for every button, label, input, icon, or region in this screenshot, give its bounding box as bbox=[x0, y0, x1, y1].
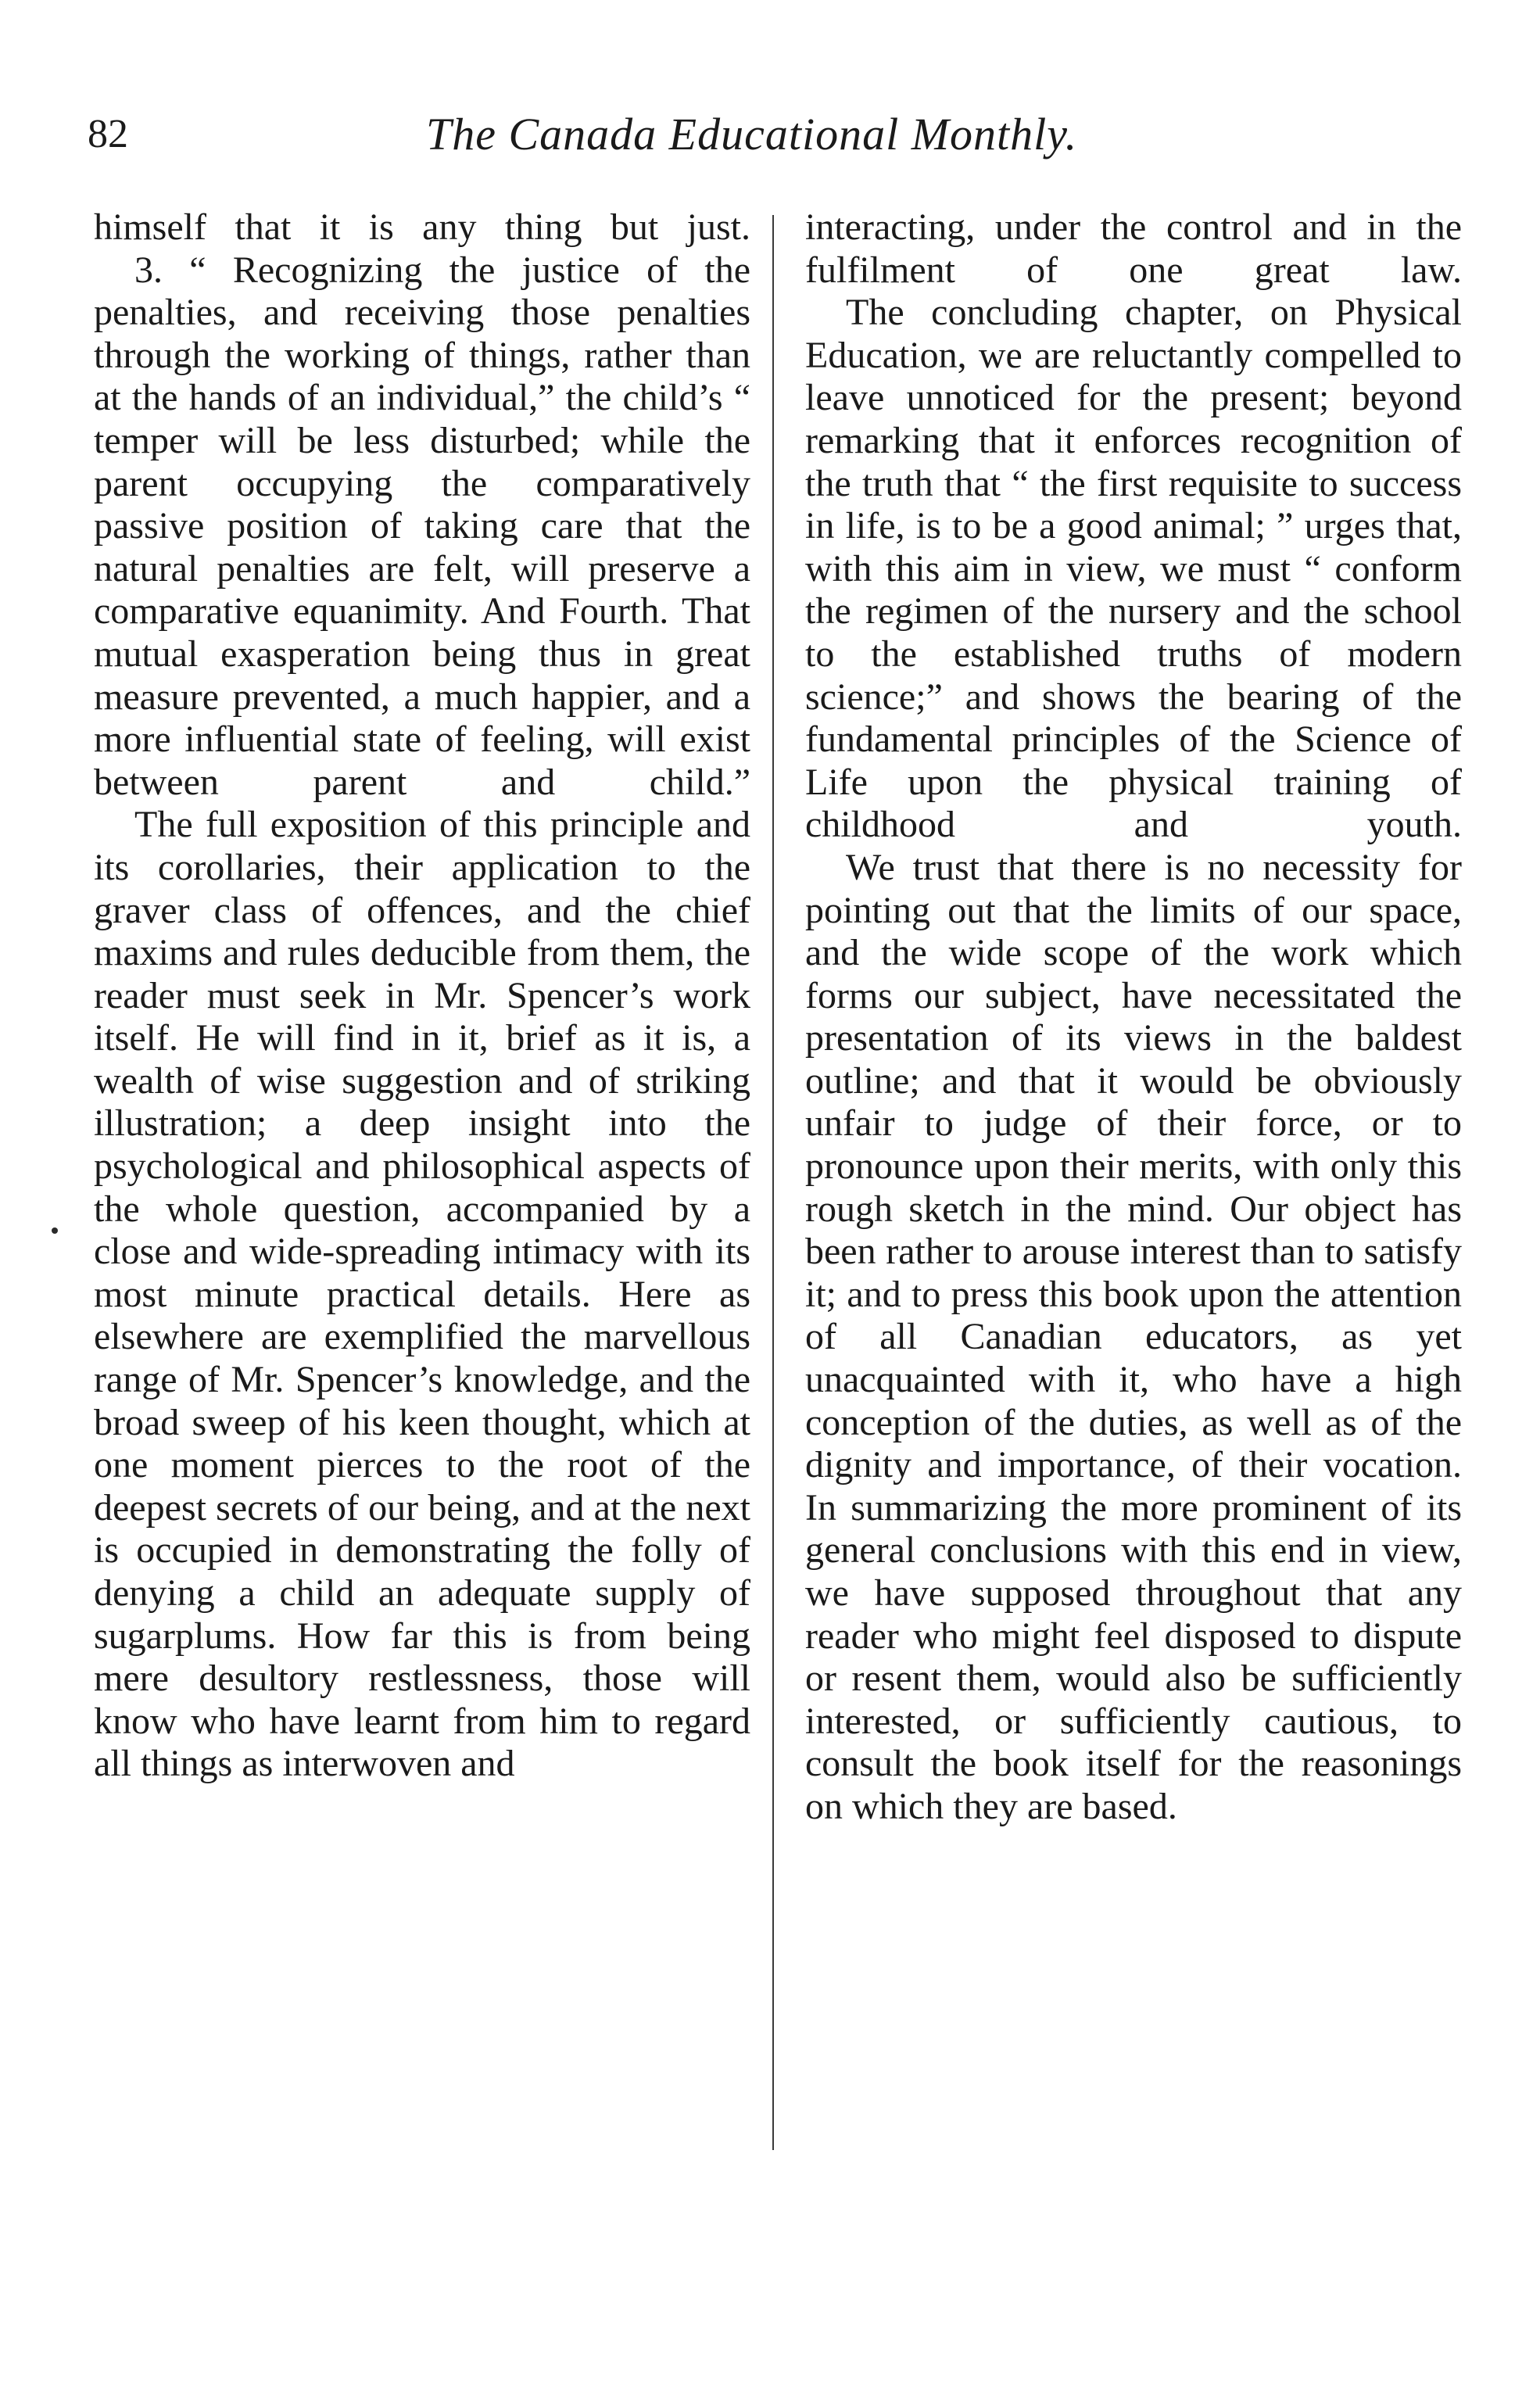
paragraph: The concluding chapter, on Physical Education, we are reluctantly compelled to leave unnoticed for the present; beyond remarking that it enforces recognition of the truth that “ the first requisite to success in life, is to be a good animal; ” urges that, with this aim in view, we must “ conform the regimen of the nursery and the school to the established truths of modern science;” and shows the bearing of the fundamental principles of the Science of Life upon the physical training of childhood and youth. bbox=[805, 292, 1462, 846]
right-column bbox=[805, 206, 1462, 1829]
running-title: The Canada Educational Monthly. bbox=[426, 109, 1078, 159]
paragraph: We trust that there is no necessity for pointing out that the limits of our space, and the wide scope of the work which forms our subject, have necessitated the presentation of its views in the baldest outline; and that it would be obviously unfair to judge of their force, or to pronounce upon their merits, with only this rough sketch in the mind. Our object has been rather to arouse interest than to satisfy it; and to press this book upon the attention of all Canadian educators, as yet unacquainted with it, who have a high conception of the duties, as well as of the dignity and importance, of their vocation. In summarizing the more prominent of its general conclusions with this end in view, we have supposed throughout that any reader who might feel disposed to dispute or resent them, would also be sufficiently interested, or sufficiently cautious, to consult the book itself for the reasonings on which they are based. bbox=[805, 846, 1462, 1827]
print-speck bbox=[52, 1227, 58, 1234]
paragraph: himself that it is any thing but just. bbox=[94, 206, 750, 248]
paragraph: The full exposition of this principle and its corollaries, their application to the graver class of offences, and the chief maxims and rules deducible from them, the reader must seek in Mr. Spencer’s work itself. He will find in it, brief as it is, a wealth of wise suggestion and of striking illustration; a deep insight into the psychological and philosophical aspects of the whole question, accompanied by a close and wide-spreading intimacy with its most minute practical details. Here as elsewhere are exemplified the marvellous range of Mr. Spencer’s knowledge, and the broad sweep of his keen thought, which at one moment pierces to the root of the deepest secrets of our being, and at the next is occupied in demonstrating the folly of denying a child an adequate supply of sugarplums. How far this is from being mere desultory restlessness, those will know who have learnt from him to regard all things as interwoven and bbox=[94, 804, 750, 1785]
page-number: 82 bbox=[88, 112, 128, 156]
paragraph: 3. “ Recognizing the justice of the penalties, and receiving those penalties through the working of things, rather than at the hands of an individual,” the child’s “ temper will be less disturbed; while the parent occupying the comparatively passive position of taking care that the natural penalties are felt, will preserve a comparative equanimity. And Fourth. That mutual exasperation being thus in great measure prevented, a much happier, and a more influential state of feeling, will exist between parent and child.” bbox=[94, 249, 750, 803]
left-column bbox=[94, 206, 750, 1786]
paragraph: interacting, under the control and in the fulfilment of one great law. bbox=[805, 206, 1462, 291]
column-divider bbox=[772, 215, 774, 2150]
